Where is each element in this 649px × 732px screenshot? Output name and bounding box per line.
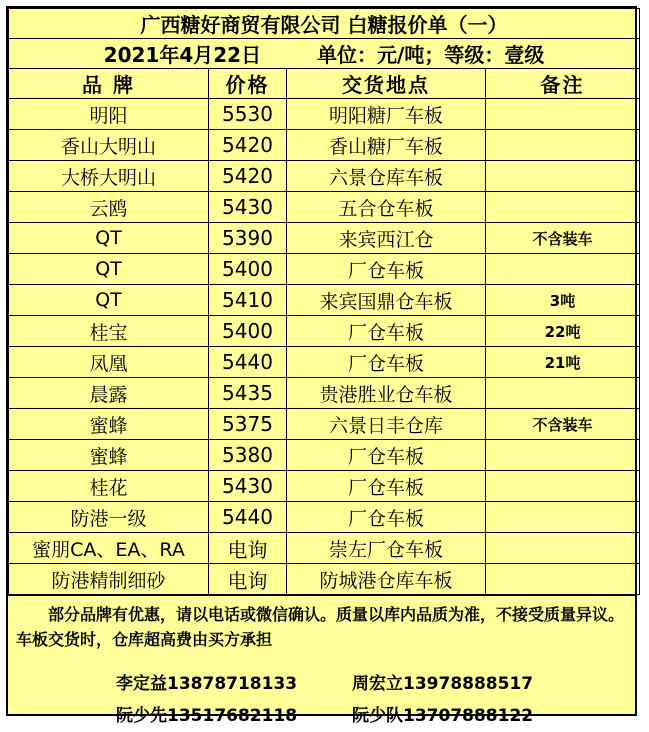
note-cell: [486, 161, 640, 192]
sheet-title: 广西糖好商贸有限公司 白糖报价单（一）: [9, 9, 640, 39]
header-row: [9, 69, 640, 99]
contact-phone: 13978888517: [403, 674, 534, 694]
location-cell: 厂仓车板: [287, 316, 486, 347]
footer: [8, 595, 635, 732]
note-cell: 21吨: [486, 347, 640, 378]
header-note: 备注: [486, 69, 640, 99]
note-cell: [486, 502, 640, 533]
price-cell: 5420: [209, 130, 287, 161]
contact-line: [16, 700, 629, 732]
price-cell: 5380: [209, 440, 287, 471]
contact-item: [116, 700, 352, 732]
note-cell: [486, 254, 640, 285]
price-cell: 5390: [209, 223, 287, 254]
price-cell: 电询: [209, 533, 287, 564]
brand-cell: 桂花: [9, 471, 209, 502]
brand-cell: 蜜朋CA、EA、RA: [9, 533, 209, 564]
location-cell: 厂仓车板: [287, 502, 486, 533]
header-brand: 品 牌: [9, 69, 209, 99]
location-cell: 贵港胜业仓车板: [287, 378, 486, 409]
brand-cell: QT: [9, 223, 209, 254]
contact-name: 周宏立: [352, 674, 403, 694]
table-body: [9, 99, 640, 595]
note-cell: [486, 440, 640, 471]
contact-name: 阮少先: [116, 706, 167, 726]
note-cell: 22吨: [486, 316, 640, 347]
table-row: [9, 378, 640, 409]
table-row: [9, 223, 640, 254]
price-cell: 5430: [209, 471, 287, 502]
price-cell: 5440: [209, 347, 287, 378]
table-row: [9, 130, 640, 161]
contact-item: [352, 700, 533, 732]
brand-cell: 云鸥: [9, 192, 209, 223]
brand-cell: 防港精制细砂: [9, 564, 209, 595]
brand-cell: 蜜蜂: [9, 440, 209, 471]
note-cell: [486, 533, 640, 564]
note-cell: [486, 471, 640, 502]
location-cell: 厂仓车板: [287, 440, 486, 471]
contact-phone: 13517682118: [167, 706, 298, 726]
table-row: [9, 316, 640, 347]
table-row: [9, 533, 640, 564]
location-cell: 明阳糖厂车板: [287, 99, 486, 130]
brand-cell: 香山大明山: [9, 130, 209, 161]
table-row: [9, 409, 640, 440]
table-row: [9, 502, 640, 533]
price-cell: 5435: [209, 378, 287, 409]
note-cell: [486, 378, 640, 409]
sheet-date: 2021年4月22日: [103, 43, 262, 67]
date-unit-cell: [9, 39, 640, 69]
contact-name: 李定益: [116, 674, 167, 694]
location-cell: 来宾西江仓: [287, 223, 486, 254]
table-row: [9, 471, 640, 502]
price-table: [8, 8, 640, 595]
contact-phone: 13878718133: [167, 674, 298, 694]
price-cell: 5430: [209, 192, 287, 223]
price-cell: 电询: [209, 564, 287, 595]
note-cell: [486, 192, 640, 223]
brand-cell: 明阳: [9, 99, 209, 130]
contact-item: [116, 668, 352, 700]
brand-cell: 蜜蜂: [9, 409, 209, 440]
table-row: [9, 192, 640, 223]
location-cell: 厂仓车板: [287, 471, 486, 502]
contacts: [16, 668, 629, 732]
brand-cell: QT: [9, 254, 209, 285]
note-cell: 3吨: [486, 285, 640, 316]
remark-text: 部分品牌有优惠，请以电话或微信确认。质量以库内品质为准，不接受质量异议。车板交货时，仓库超高费由买方承担: [16, 605, 625, 649]
contact-name: 阮少队: [352, 706, 403, 726]
contact-item: [352, 668, 533, 700]
table-row: [9, 99, 640, 130]
brand-cell: 桂宝: [9, 316, 209, 347]
price-cell: 5420: [209, 161, 287, 192]
price-cell: 5530: [209, 99, 287, 130]
price-cell: 5400: [209, 316, 287, 347]
contact-line: [16, 668, 629, 700]
table-row: [9, 347, 640, 378]
price-sheet: [6, 6, 637, 726]
header-location: 交货地点: [287, 69, 486, 99]
note-cell: [486, 564, 640, 595]
brand-cell: 凤凰: [9, 347, 209, 378]
note-cell: 不含装车: [486, 223, 640, 254]
brand-cell: 防港一级: [9, 502, 209, 533]
unit-grade: 单位：元/吨；等级：壹级: [317, 43, 545, 67]
price-cell: 5375: [209, 409, 287, 440]
location-cell: 六景日丰仓库: [287, 409, 486, 440]
price-cell: 5400: [209, 254, 287, 285]
contact-phone: 13707888122: [403, 706, 534, 726]
location-cell: 厂仓车板: [287, 347, 486, 378]
price-cell: 5440: [209, 502, 287, 533]
location-cell: 防城港仓库车板: [287, 564, 486, 595]
price-cell: 5410: [209, 285, 287, 316]
location-cell: 厂仓车板: [287, 254, 486, 285]
header-price: 价格: [209, 69, 287, 99]
location-cell: 崇左厂仓车板: [287, 533, 486, 564]
note-cell: [486, 130, 640, 161]
table-row: [9, 564, 640, 595]
note-cell: 不含装车: [486, 409, 640, 440]
table-row: [9, 161, 640, 192]
location-cell: 来宾国鼎仓车板: [287, 285, 486, 316]
table-row: [9, 440, 640, 471]
location-cell: 六景仓库车板: [287, 161, 486, 192]
brand-cell: 晨露: [9, 378, 209, 409]
location-cell: 五合仓车板: [287, 192, 486, 223]
brand-cell: 大桥大明山: [9, 161, 209, 192]
note-cell: [486, 99, 640, 130]
location-cell: 香山糖厂车板: [287, 130, 486, 161]
brand-cell: QT: [9, 285, 209, 316]
table-row: [9, 285, 640, 316]
date-row: [9, 39, 640, 69]
table-row: [9, 254, 640, 285]
title-row: [9, 9, 640, 39]
